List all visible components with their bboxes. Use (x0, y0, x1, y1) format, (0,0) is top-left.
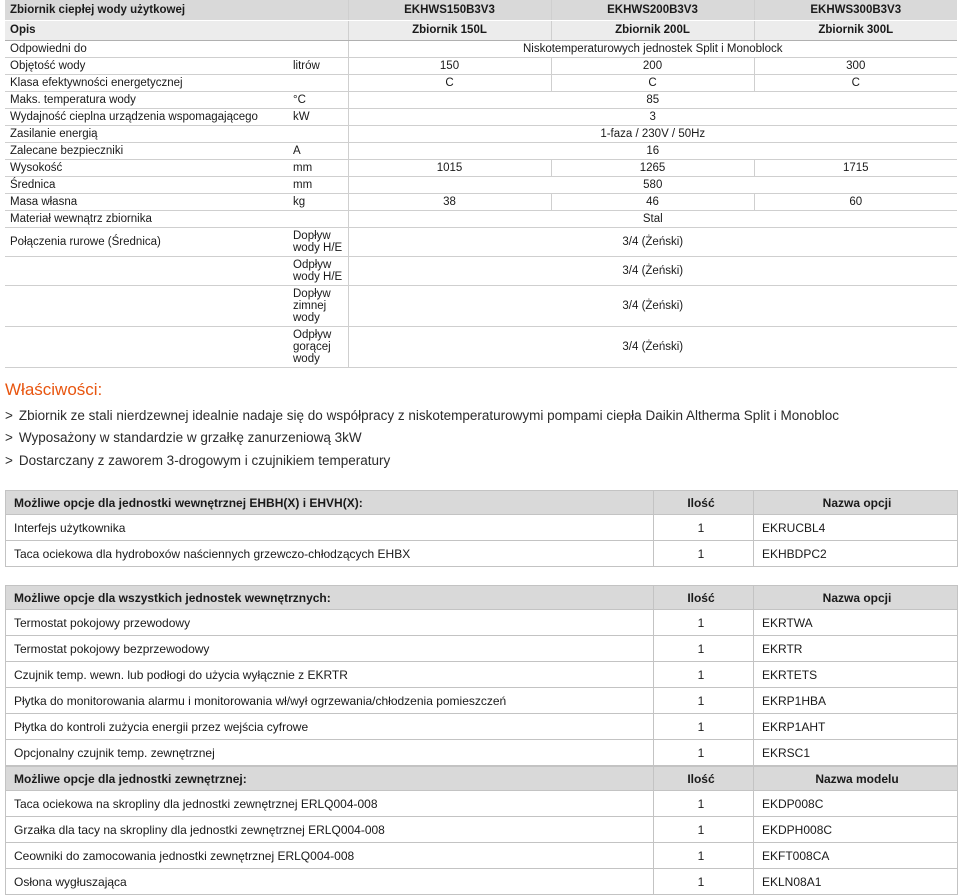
specifications-table (5, 0, 957, 368)
row-label: Objętość wody (5, 57, 288, 74)
table-row-pipe (5, 285, 957, 326)
bullet-marker: > (5, 407, 13, 423)
option-name: Taca ociekowa dla hydroboxów naściennych grzewczo-chłodzących EHBX (6, 541, 654, 567)
pipe-row-label: Dopływ zimnej wody (288, 285, 348, 326)
option-qty: 1 (654, 740, 754, 766)
pipe-group-spacer (5, 256, 288, 285)
row-value-1: 1015 (348, 159, 551, 176)
option-model: EKFT008CA (754, 843, 958, 869)
table-row (6, 843, 958, 869)
row-unit: kW (288, 108, 348, 125)
subheader-cell-model-2: Zbiornik 200L (551, 20, 754, 40)
option-qty: 1 (654, 843, 754, 869)
row-label: Wydajność cieplna urządzenia wspomagającego (5, 108, 288, 125)
row-unit: °C (288, 91, 348, 108)
option-qty: 1 (654, 636, 754, 662)
header-cell-title: Zbiornik ciepłej wody użytkowej (5, 0, 288, 20)
pipe-group-spacer (5, 285, 288, 326)
pipe-row-label: Dopływ wody H/E (288, 227, 348, 256)
option-name: Ceowniki do zamocowania jednostki zewnętrznej ERLQ004-008 (6, 843, 654, 869)
table-row (5, 176, 957, 193)
options-header-model: Nazwa modelu (754, 767, 958, 791)
option-qty: 1 (654, 869, 754, 895)
option-qty: 1 (654, 541, 754, 567)
row-label: Wysokość (5, 159, 288, 176)
pipe-row-value: 3/4 (Żeński) (348, 227, 957, 256)
row-unit (288, 40, 348, 57)
option-model: EKRSC1 (754, 740, 958, 766)
row-unit (288, 74, 348, 91)
option-name: Grzałka dla tacy na skropliny dla jednostki zewnętrznej ERLQ004-008 (6, 817, 654, 843)
options-header-title: Możliwe opcje dla wszystkich jednostek wewnętrznych: (6, 586, 654, 610)
row-label: Zasilanie energią (5, 125, 288, 142)
option-name: Czujnik temp. wewn. lub podłogi do użycia wyłącznie z EKRTR (6, 662, 654, 688)
row-label: Średnica (5, 176, 288, 193)
option-qty: 1 (654, 714, 754, 740)
subheader-cell-model-3: Zbiornik 300L (754, 20, 957, 40)
row-unit: litrów (288, 57, 348, 74)
row-value-2: 46 (551, 193, 754, 210)
table-row (6, 636, 958, 662)
row-label: Odpowiedni do (5, 40, 288, 57)
table-row (6, 791, 958, 817)
subheader-cell-model-1: Zbiornik 150L (348, 20, 551, 40)
subheader-cell-desc: Opis (5, 20, 288, 40)
pipe-row-value: 3/4 (Żeński) (348, 256, 957, 285)
list-item (5, 451, 963, 472)
option-name: Termostat pokojowy bezprzewodowy (6, 636, 654, 662)
list-item-text: Zbiornik ze stali nierdzewnej idealnie nadaje się do współpracy z niskotemperaturowymi pompami ciepła Daikin Altherma Split i Monobloc (18, 407, 840, 423)
row-value-2: C (551, 74, 754, 91)
bullet-marker: > (5, 453, 13, 469)
table-row (6, 740, 958, 766)
option-name: Płytka do kontroli zużycia energii przez wejścia cyfrowe (6, 714, 654, 740)
option-model: EKRUCBL4 (754, 515, 958, 541)
pipe-row-label: Odpływ gorącej wody (288, 326, 348, 367)
list-item-text: Dostarczany z zaworem 3-drogowym i czujnikiem temperatury (18, 453, 391, 469)
option-qty: 1 (654, 662, 754, 688)
row-value-span: Niskotemperaturowych jednostek Split i Monoblock (348, 40, 957, 57)
option-model: EKRP1AHT (754, 714, 958, 740)
option-model: EKRTR (754, 636, 958, 662)
row-value-span: Stal (348, 210, 957, 227)
table-row-pipe (5, 326, 957, 367)
row-unit: A (288, 142, 348, 159)
option-name: Płytka do monitorowania alarmu i monitorowania wł/wył ogrzewania/chłodzenia pomieszczeń (6, 688, 654, 714)
table-row (5, 108, 957, 125)
table-row (5, 125, 957, 142)
options-header-row (6, 767, 958, 791)
row-value-1: C (348, 74, 551, 91)
header-cell-model-1: EKHWS150B3V3 (348, 0, 551, 20)
option-model: EKRTETS (754, 662, 958, 688)
table-row (6, 610, 958, 636)
option-qty: 1 (654, 817, 754, 843)
row-value-span: 85 (348, 91, 957, 108)
row-value-span: 1-faza / 230V / 50Hz (348, 125, 957, 142)
option-model: EKDP008C (754, 791, 958, 817)
options-table-all-indoor (5, 585, 958, 766)
properties-title: Właściwości: (5, 379, 103, 399)
pipe-row-value: 3/4 (Żeński) (348, 326, 957, 367)
row-value-2: 1265 (551, 159, 754, 176)
table-row (5, 91, 957, 108)
option-qty: 1 (654, 515, 754, 541)
table-subheader-row (5, 20, 957, 40)
table-row (6, 817, 958, 843)
row-unit (288, 210, 348, 227)
pipe-row-value: 3/4 (Żeński) (348, 285, 957, 326)
list-item (5, 428, 963, 449)
row-value-3: C (754, 74, 957, 91)
header-cell-unit (288, 0, 348, 20)
pipe-row-label: Odpływ wody H/E (288, 256, 348, 285)
table-row-pipe (5, 227, 957, 256)
table-row (5, 74, 957, 91)
table-row (6, 515, 958, 541)
option-model: EKLN08A1 (754, 869, 958, 895)
table-row (6, 662, 958, 688)
table-row (5, 193, 957, 210)
row-label: Materiał wewnątrz zbiornika (5, 210, 288, 227)
option-qty: 1 (654, 791, 754, 817)
row-unit (288, 125, 348, 142)
option-name: Taca ociekowa na skropliny dla jednostki zewnętrznej ERLQ004-008 (6, 791, 654, 817)
options-header-model: Nazwa opcji (754, 491, 958, 515)
table-row (5, 40, 957, 57)
table-row (6, 869, 958, 895)
row-unit: kg (288, 193, 348, 210)
table-row (5, 142, 957, 159)
table-row (5, 159, 957, 176)
table-row (5, 210, 957, 227)
options-header-qty: Ilość (654, 586, 754, 610)
option-name: Termostat pokojowy przewodowy (6, 610, 654, 636)
row-value-3: 60 (754, 193, 957, 210)
options-header-title: Możliwe opcje dla jednostki wewnętrznej EHBH(X) i EHVH(X): (6, 491, 654, 515)
options-header-qty: Ilość (654, 491, 754, 515)
options-header-qty: Ilość (654, 767, 754, 791)
options-table-indoor-ehbh (5, 490, 958, 567)
row-label: Zalecane bezpieczniki (5, 142, 288, 159)
option-name: Osłona wygłuszająca (6, 869, 654, 895)
list-item-text: Wyposażony w standardzie w grzałkę zanurzeniową 3kW (18, 430, 362, 446)
options-table-outdoor (5, 766, 958, 895)
row-unit: mm (288, 176, 348, 193)
option-model: EKHBDPC2 (754, 541, 958, 567)
options-header-model: Nazwa opcji (754, 586, 958, 610)
row-value-span: 3 (348, 108, 957, 125)
option-name: Interfejs użytkownika (6, 515, 654, 541)
option-model: EKRTWA (754, 610, 958, 636)
table-row (6, 714, 958, 740)
list-item (5, 406, 963, 427)
table-header-row (5, 0, 957, 20)
row-value-1: 150 (348, 57, 551, 74)
pipe-group-spacer (5, 326, 288, 367)
bullet-marker: > (5, 430, 13, 446)
option-qty: 1 (654, 610, 754, 636)
row-value-span: 580 (348, 176, 957, 193)
table-row (6, 688, 958, 714)
row-value-span: 16 (348, 142, 957, 159)
row-value-1: 38 (348, 193, 551, 210)
row-label: Klasa efektywności energetycznej (5, 74, 288, 91)
options-header-title: Możliwe opcje dla jednostki zewnętrznej: (6, 767, 654, 791)
option-model: EKDPH008C (754, 817, 958, 843)
row-unit: mm (288, 159, 348, 176)
header-cell-model-2: EKHWS200B3V3 (551, 0, 754, 20)
table-row (5, 57, 957, 74)
row-value-3: 300 (754, 57, 957, 74)
row-value-2: 200 (551, 57, 754, 74)
row-label: Masa własna (5, 193, 288, 210)
table-row-pipe (5, 256, 957, 285)
row-value-3: 1715 (754, 159, 957, 176)
options-header-row (6, 491, 958, 515)
properties-list (5, 406, 963, 473)
row-label: Maks. temperatura wody (5, 91, 288, 108)
option-model: EKRP1HBA (754, 688, 958, 714)
header-cell-model-3: EKHWS300B3V3 (754, 0, 957, 20)
options-header-row (6, 586, 958, 610)
table-row (6, 541, 958, 567)
option-qty: 1 (654, 688, 754, 714)
pipe-group-label: Połączenia rurowe (Średnica) (5, 227, 288, 256)
subheader-cell-unit (288, 20, 348, 40)
option-name: Opcjonalny czujnik temp. zewnętrznej (6, 740, 654, 766)
